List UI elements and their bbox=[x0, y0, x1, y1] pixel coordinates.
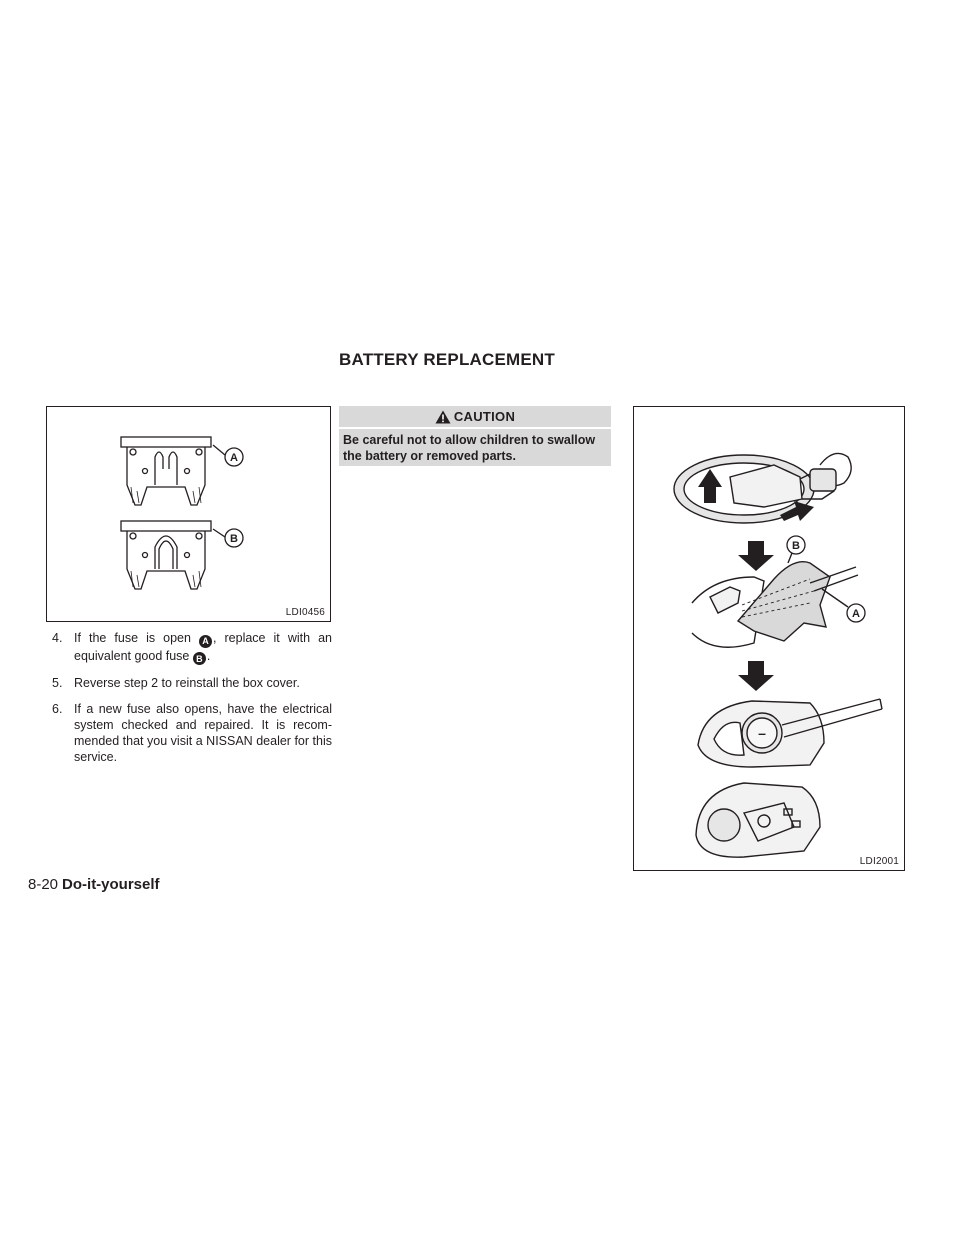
fuse-label-a: A bbox=[230, 452, 238, 464]
step-4 bbox=[48, 630, 332, 665]
steps-list bbox=[48, 630, 332, 775]
key-figure-code: LDI2001 bbox=[859, 856, 899, 867]
warning-icon bbox=[435, 410, 451, 424]
key-label-b: B bbox=[792, 540, 800, 552]
caution-heading bbox=[339, 406, 611, 427]
caution-label: CAUTION bbox=[453, 409, 516, 424]
step-5 bbox=[48, 675, 332, 691]
page-number: 8-20 bbox=[28, 876, 59, 893]
section-title: BATTERY REPLACEMENT bbox=[339, 350, 555, 369]
page-footer bbox=[28, 876, 160, 893]
circled-a-icon: A bbox=[199, 635, 212, 648]
key-label-a: A bbox=[852, 608, 860, 620]
step-text: If the fuse is open bbox=[74, 631, 199, 645]
circled-b-icon: B bbox=[193, 652, 206, 665]
key-battery-illustration bbox=[634, 407, 904, 870]
step-number: 6. bbox=[52, 702, 63, 716]
step-number: 4. bbox=[52, 631, 63, 645]
fuse-figure bbox=[46, 406, 331, 622]
key-battery-figure bbox=[633, 406, 905, 871]
step-text: If a new fuse also opens, have the electrical system checked and repaired. It is recom- mended that you visit a NISSAN dealer for this service. bbox=[74, 702, 332, 764]
fuse-label-b: B bbox=[230, 533, 238, 545]
step-text: Reverse step 2 to reinstall the box cover. bbox=[74, 676, 300, 690]
fuse-figure-code: LDI0456 bbox=[285, 607, 325, 618]
svg-text:–: – bbox=[758, 725, 766, 741]
caution-text: Be careful not to allow children to swallow the battery or removed parts. bbox=[339, 429, 611, 466]
step-6 bbox=[48, 701, 332, 765]
step-text: . bbox=[206, 648, 211, 663]
fuse-illustration bbox=[47, 407, 330, 621]
step-number: 5. bbox=[52, 676, 63, 690]
footer-section: Do-it-yourself bbox=[62, 876, 160, 893]
step-text: , replace it with an equivalent good fuse bbox=[74, 631, 332, 663]
